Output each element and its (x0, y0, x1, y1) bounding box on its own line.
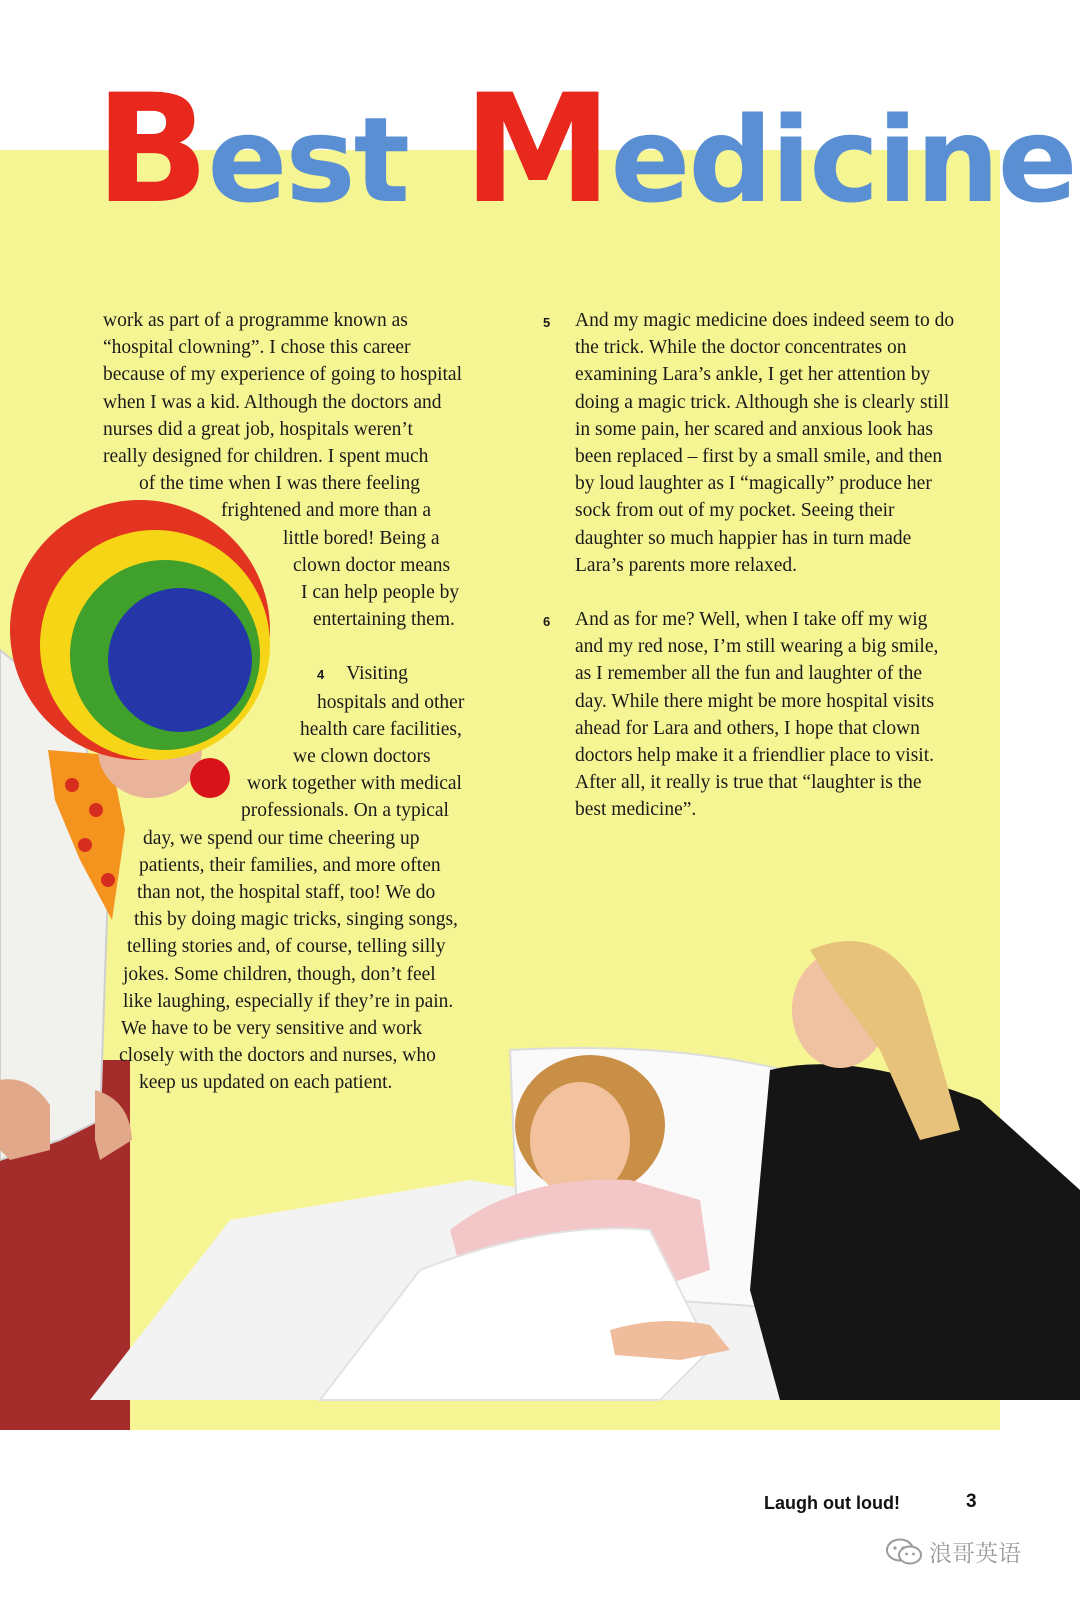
paragraph-6 (543, 606, 955, 824)
text-line: keep us updated on each patient. (139, 1072, 393, 1094)
text-line: work as part of a programme known as (103, 310, 408, 331)
paragraph-number: 4 (317, 667, 325, 683)
text-line: of the time when I was there feeling (139, 473, 421, 495)
title-word-edicine: edicine (610, 91, 1076, 229)
text-line: health care facilities, (300, 718, 462, 740)
text-line: because of my experience of going to hospital (103, 364, 463, 386)
text-line: hospitals and other (317, 691, 465, 713)
page-number: 3 (966, 1491, 977, 1512)
text-line: I can help people by (301, 582, 460, 604)
text-line: entertaining them. (313, 609, 455, 631)
watermark-text: 浪哥英语 (929, 1541, 1021, 1567)
text-line: We have to be very sensitive and work (121, 1018, 423, 1040)
text-line: frightened and more than a (221, 500, 432, 522)
paragraph-4-first-line: 4 Visiting (317, 663, 408, 685)
text-line: little bored! Being a (283, 527, 440, 549)
text-line: telling stories and, of course, telling silly (127, 936, 446, 958)
text-line: we clown doctors (293, 746, 431, 768)
article-title (95, 55, 1076, 245)
paragraph-text: And as for me? Well, when I take off my wig and my red nose, I’m still wearing a big smile, as I remember all the fun and laughter of the day. While there might be more hospital visits ahead for Lara and others, I hope that clown doctors help make it a friendlier place to visit. After all, it really is true that “laughter is the best medicine”. (575, 609, 939, 821)
text-line: this by doing magic tricks, singing songs, (134, 909, 458, 931)
text-line: nurses did a great job, hospitals weren’t (103, 418, 413, 440)
text-line: like laughing, especially if they’re in pain. (123, 990, 454, 1012)
text-line: clown doctor means (293, 554, 451, 576)
text-line: professionals. On a typical (241, 800, 449, 822)
right-text-column (543, 307, 955, 851)
text-line: day, we spend our time cheering up (143, 827, 420, 849)
paragraph-number: 6 (543, 614, 551, 630)
title-word-est: est (207, 91, 409, 229)
left-text-column (103, 307, 483, 1097)
text-line: patients, their families, and more often (139, 854, 441, 876)
paragraph-number: 5 (543, 315, 551, 330)
section-title: Laugh out loud! (764, 1493, 900, 1513)
title-letter-m: M (463, 63, 611, 237)
text-line: work together with medical (247, 773, 462, 795)
text-line: “hospital clowning”. I chose this career (103, 337, 411, 359)
paragraph-5 (543, 307, 955, 579)
text-line: really designed for children. I spent much (103, 446, 429, 468)
title-letter-b: B (95, 63, 208, 237)
text-line: jokes. Some children, though, don’t feel (123, 963, 436, 985)
wechat-icon (885, 1537, 923, 1567)
text-line: than not, the hospital staff, too! We do (137, 882, 436, 904)
text-line: closely with the doctors and nurses, who (119, 1045, 436, 1067)
paragraph-text: And my magic medicine does indeed seem to do the trick. While the doctor concentrates on examining Lara’s ankle, I get her attention by doing a magic trick. Although she is clearly still in some pain, her scared and anxious look has been replaced – first by a small smile, and then by loud laughter as I “magically” produce her sock from out of my pocket. Seeing their daughter so much happier has in turn made Lara’s parents more relaxed. (575, 310, 955, 576)
text-line: when I was a kid. Although the doctors and (103, 391, 442, 413)
watermark (885, 1535, 1021, 1568)
